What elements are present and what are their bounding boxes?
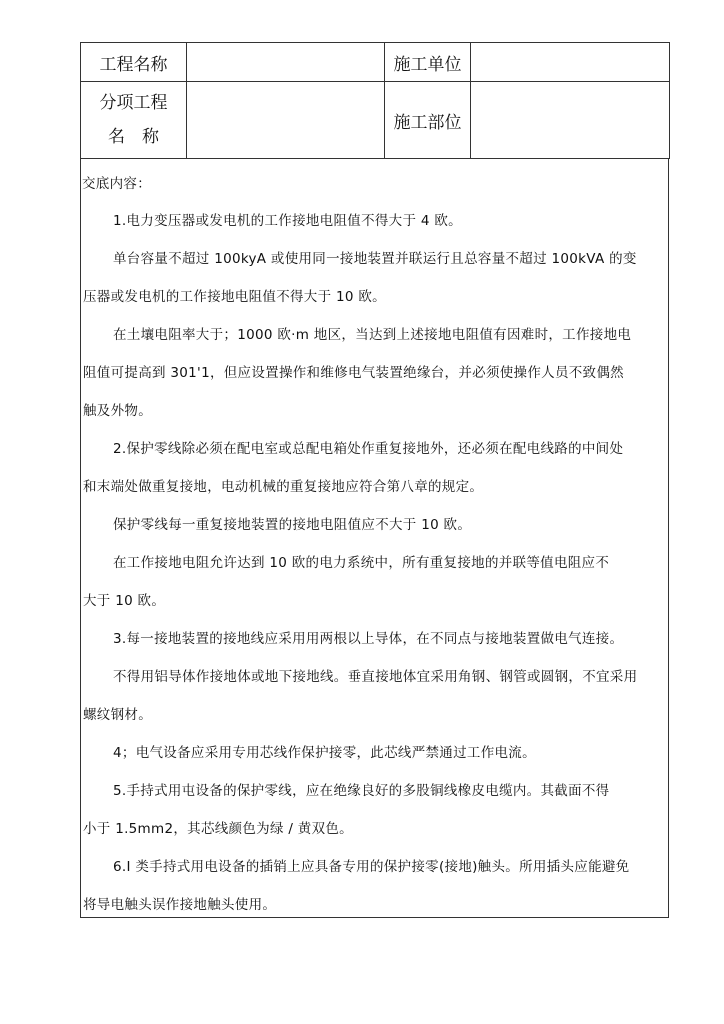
content-heading: 交底内容： — [82, 176, 151, 192]
construction-unit-label: 施工单位 — [385, 43, 471, 82]
content-line: 保护零线每一重复接地装置的接地电阻值应不大于 10 欧。 — [113, 517, 472, 533]
content-line: 2.保护零线除必须在配电室或总配电箱处作重复接地外，还必须在配电线路的中间处 — [113, 441, 624, 457]
content-line: 和末端处做重复接地，电动机械的重复接地应符合第八章的规定。 — [83, 479, 484, 495]
content-line: 不得用铝导体作接地体或地下接地线。垂直接地体宜采用角钢、钢管或圆钢，不宜采用 — [113, 669, 638, 685]
sub-project-label — [81, 82, 187, 159]
content-line: 触及外物。 — [83, 403, 152, 419]
content-line: 在工作接地电阻允许达到 10 欧的电力系统中，所有重复接地的并联等值电阻应不 — [113, 555, 610, 571]
construction-unit-value — [471, 43, 670, 82]
content-line: 5.手持式用屯设备的保护零线，应在绝缘良好的多股铜线橡皮电缆内。其截面不得 — [113, 783, 610, 799]
project-name-label: 工程名称 — [81, 43, 187, 82]
content-line: 小于 1.5mm2，其芯线颜色为绿 / 黄双色。 — [83, 821, 353, 837]
content-line: 将导电触头误作接地触头使用。 — [83, 897, 277, 913]
header-table — [80, 42, 670, 159]
disclosure-content — [80, 159, 669, 918]
content-line: 阻值可提高到 301'1，但应设置操作和维修电气装置绝缘台，并必须使操作人员不致偶然 — [83, 365, 624, 381]
content-line: 压器或发电机的工作接地电阻值不得大于 10 欧。 — [83, 289, 386, 305]
sub-project-label-line2: 名 称 — [108, 127, 159, 147]
content-line: 单台容量不超过 100kyA 或使用同一接地装置并联运行且总容量不超过 100kVA 的变 — [113, 251, 637, 267]
disclosure-form — [80, 42, 669, 918]
content-line: 螺纹钢材。 — [83, 707, 152, 723]
construction-part-label: 施工部位 — [385, 82, 471, 159]
content-line: 在土壤电阻率大于；1000 欧·m 地区，当达到上述接地电阻值有因难时，工作接地电 — [113, 327, 632, 343]
content-line: 大于 10 欧。 — [83, 593, 166, 609]
content-line: 3.每一接地装置的接地线应采用用两根以上导体，在不同点与接地装置做电气连接。 — [113, 631, 624, 647]
content-line: 4；电气设备应采用专用芯线作保护接零，此芯线严禁通过工作电流。 — [113, 745, 536, 761]
content-line: 1.电力变压器或发电机的工作接地电阻值不得大于 4 欧。 — [113, 213, 462, 229]
construction-part-value — [471, 82, 670, 159]
sub-project-label-line1: 分项工程 — [99, 93, 168, 113]
sub-project-value — [187, 82, 385, 159]
content-line: 6.I 类手持式用电设备的插销上应具备专用的保护接零(接地)触头。所用插头应能避免 — [113, 859, 630, 875]
project-name-value — [187, 43, 385, 82]
